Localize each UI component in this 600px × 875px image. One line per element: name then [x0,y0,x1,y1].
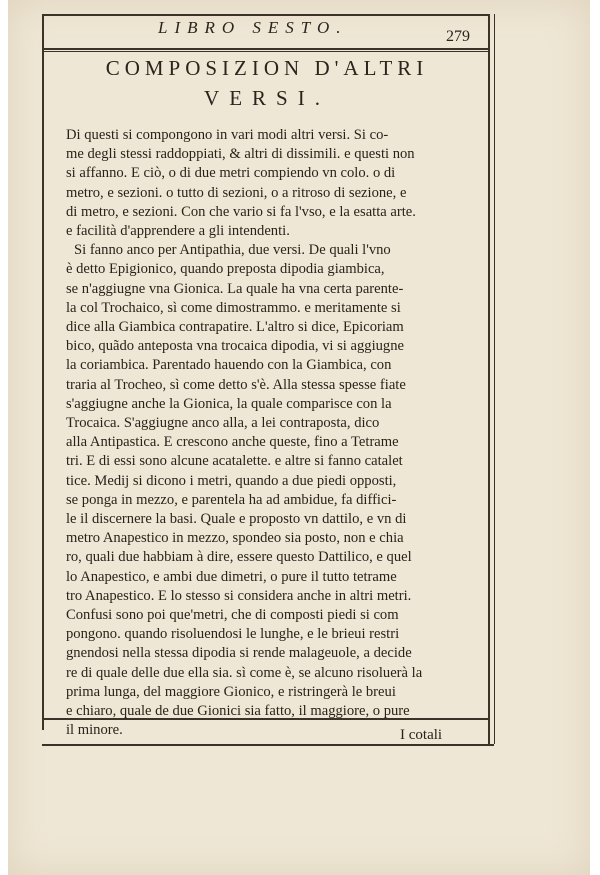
text-line: si affanno. E ciò, o di due metri compiendo vn colo. o di [66,165,396,182]
page-number: 279 [446,28,470,45]
text-line: re di quale delle due ella sia. sì come è, se alcuno risoluerà la [66,664,423,681]
text-line: se n'aggiugne vna Gionica. La quale ha vna certa parente- [66,280,404,297]
text-line: le il discernere la basi. Quale e proposto vn dattilo, e vn di [66,511,407,528]
text-line: lo Anapestico, e ambi due dimetri, o pure il tutto tetrame [66,568,397,585]
text-line: tro Anapestico. E lo stesso si considera anche in altri metri. [66,587,412,604]
body-text [66,126,486,741]
text-line: Trocaica. S'aggiugne anco alla, a lei contraposta, dico [66,415,380,432]
text-line: bico, quãdo anteposta vna trocaica dipodia, vi si aggiugne [66,338,404,355]
text-line: e chiaro, quale de due Gionici sia fatto, il maggiore, o pure [66,703,410,720]
running-head: LIBRO SESTO. [158,18,348,37]
text-line: traria al Trocheo, sì come detto s'è. Alla stessa spesse fiate [66,376,406,393]
header-rule [42,48,490,50]
text-line: me degli stessi raddoppiati, & altri di dissimili. e questi non [66,146,415,163]
top-border-rule [42,14,490,16]
text-line: la coriambica. Parentado hauendo con la Giambica, con [66,357,392,374]
text-line: ro, quali due habbiam à dire, essere questo Dattilico, e quel [66,549,412,566]
right-frame-rule [488,14,490,744]
text-line: di metro, e sezioni. Con che vario si fa l'vso, e la esatta arte. [66,203,416,220]
left-frame-rule [42,14,44,730]
text-line: il minore. [66,722,123,739]
text-line: e facilità d'apprendere a gli intendenti. [66,223,290,240]
header-rule-inner [42,51,490,52]
catchword: I cotali [400,727,443,743]
footer-rule [42,744,494,746]
text-line: se ponga in mezzo, e parentela ha ad ambidue, fa diffici- [66,491,397,508]
text-line: è detto Epigionico, quando preposta dipodia giambica, [66,261,385,278]
text-line: pongono. quando risoluendosi le lunghe, e le brieui restri [66,626,400,643]
right-frame-rule-inner [494,14,495,744]
text-line: Si fanno anco per Antipathia, due versi. De quali l'vno [74,242,391,259]
text-line: tri. E di essi sono alcune acatalette. e altre si fanno catalet [66,453,403,470]
text-line: s'aggiugne anche la Gionica, la quale comparisce con la [66,395,392,412]
text-line: dice alla Giambica contrapatire. L'altro si dice, Epicoriam [66,319,404,336]
text-line: metro Anapestico in mezzo, spondeo sia posto, non e chia [66,530,404,547]
text-line: gnendosi nella stessa dipodia si rende malageuole, a decide [66,645,412,662]
text-line: Confusi sono poi que'metri, che di composti piedi si com [66,607,399,624]
text-line: metro, e sezioni. o tutto di sezioni, o a ritroso di sezione, e [66,184,407,201]
chapter-title-continued: VERSI. [204,86,330,110]
text-line: alla Antipastica. E crescono anche queste, fino a Tetrame [66,434,399,451]
chapter-title: COMPOSIZION D'ALTRI [105,56,429,80]
text-line: prima lunga, del maggiore Gionico, e ristringerà le breui [66,683,396,700]
text-line: Di questi si compongono in vari modi altri versi. Si co- [66,127,389,143]
book-page [8,0,590,875]
text-line: la col Trochaico, sì come dimostrammo. e meritamente si [66,299,401,316]
text-line: tice. Medij si dicono i metri, quando a due piedi opposti, [66,472,397,489]
